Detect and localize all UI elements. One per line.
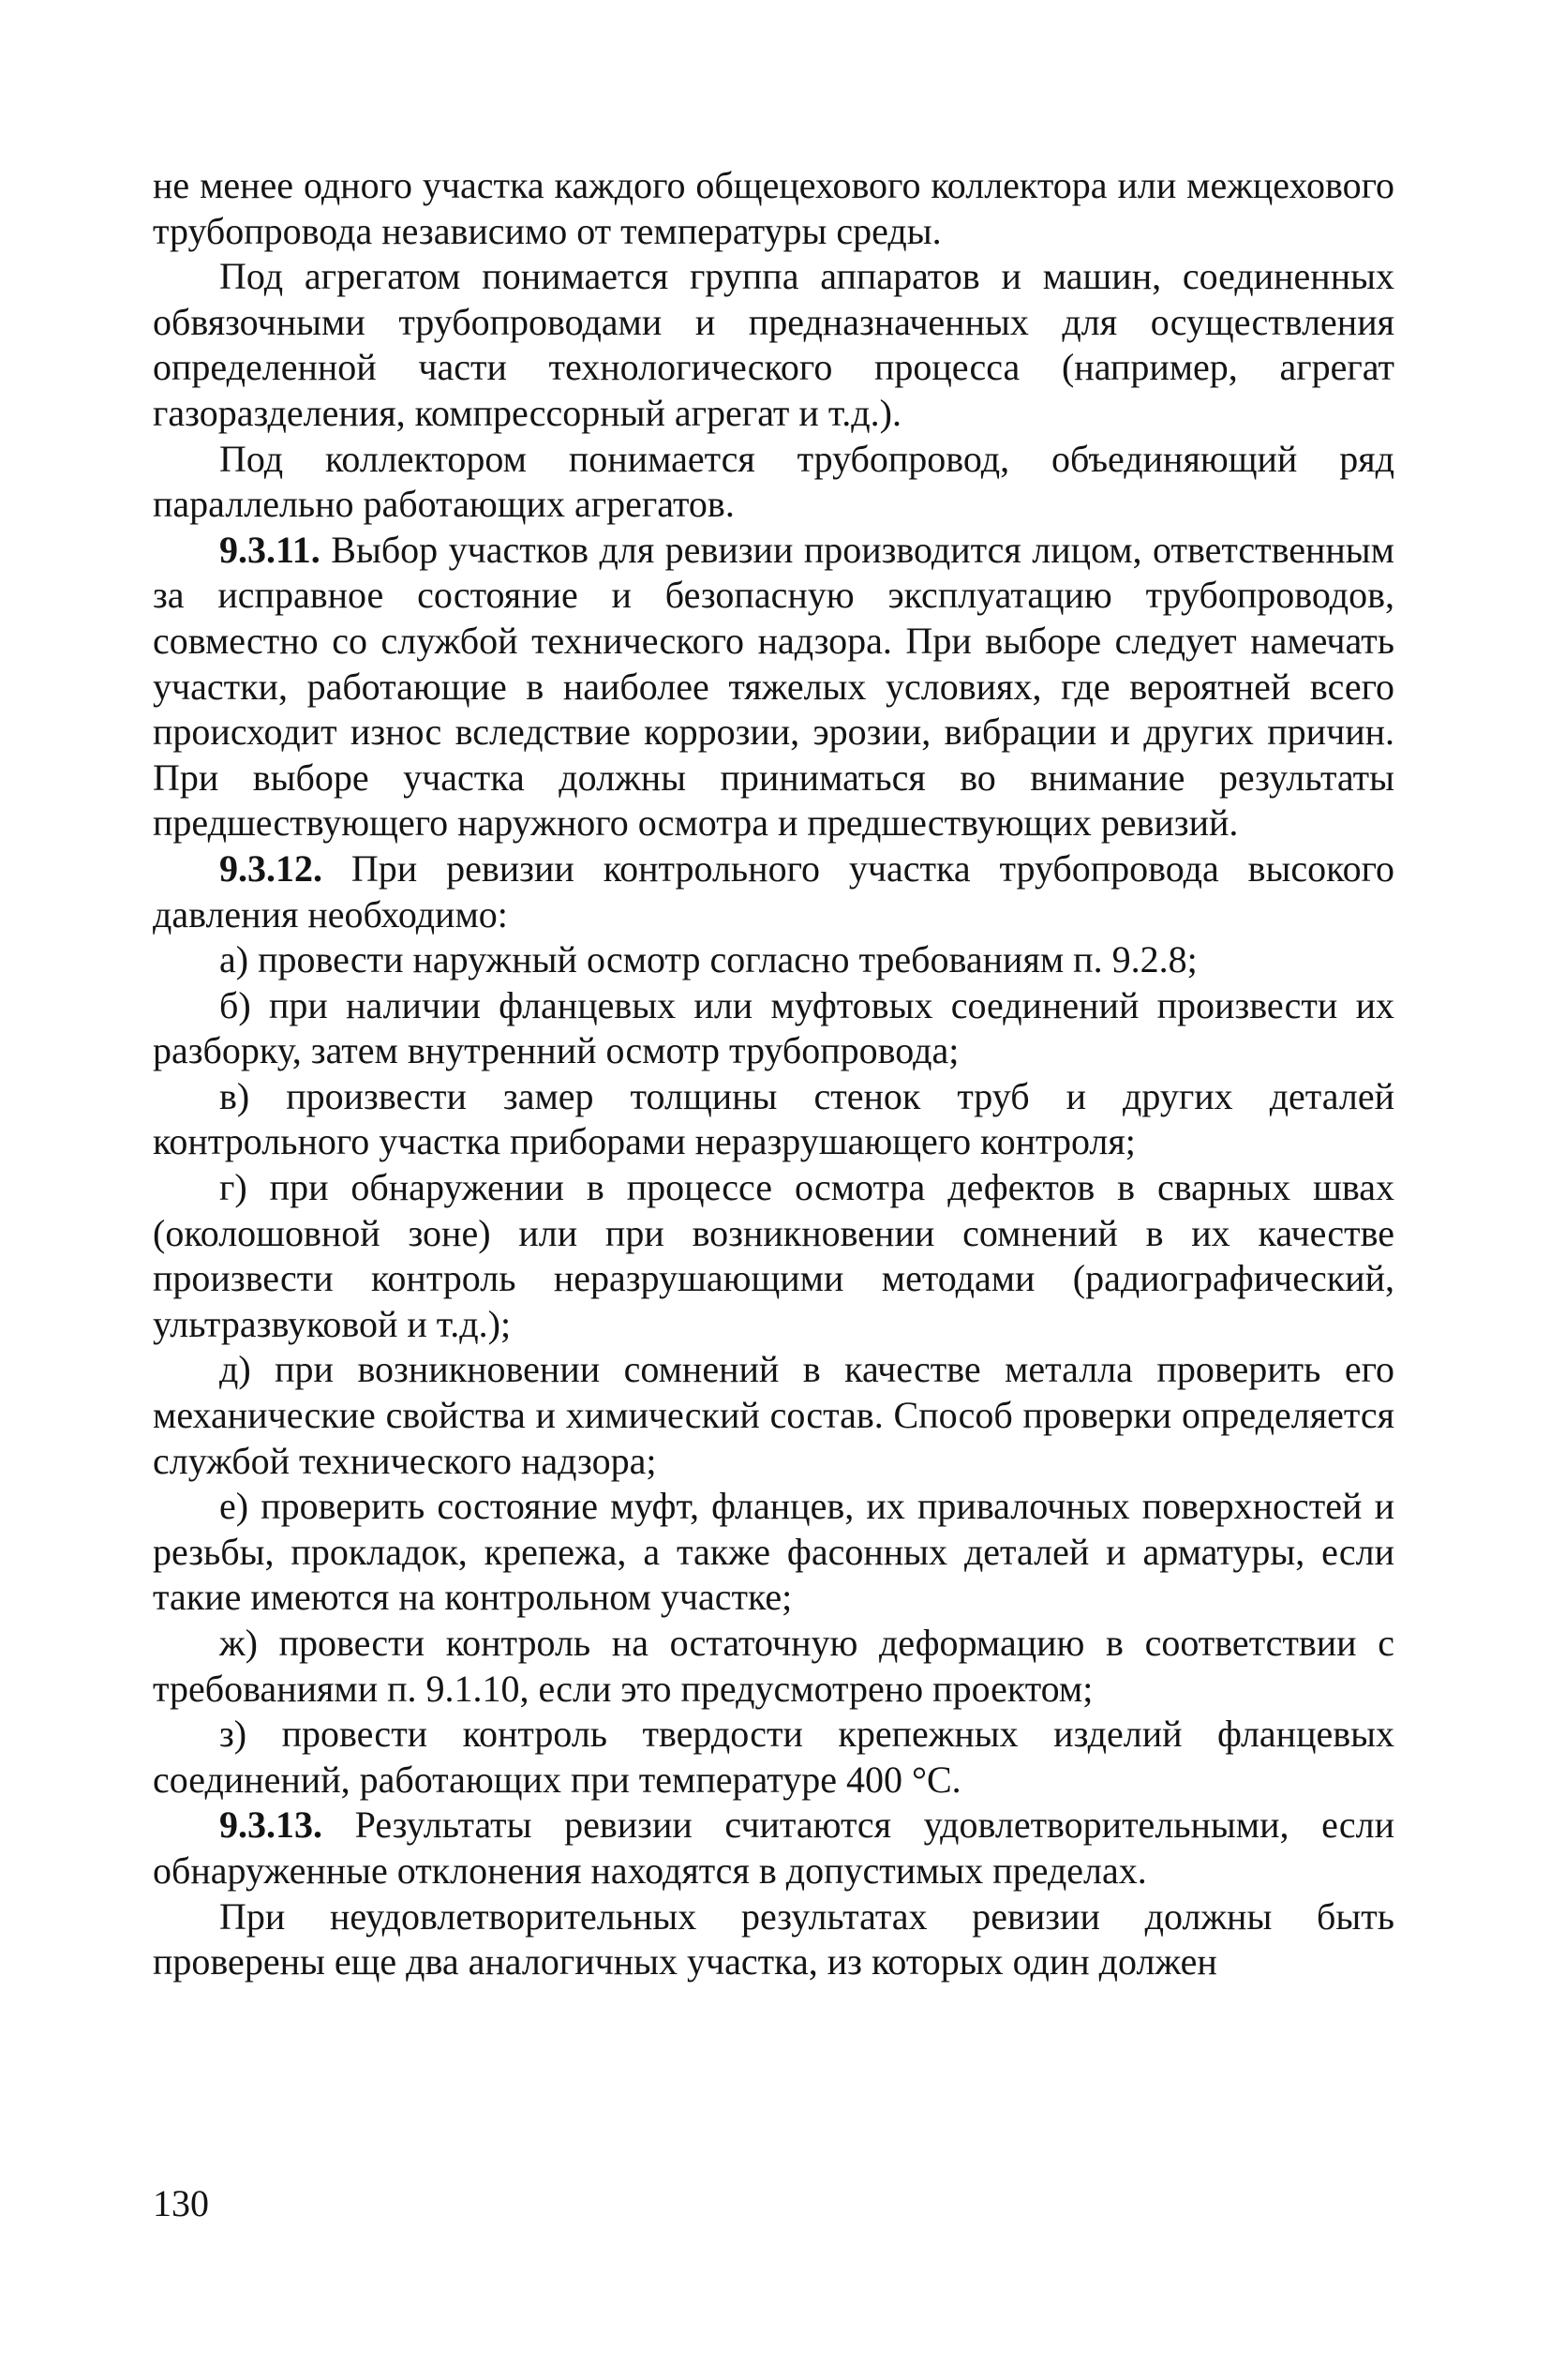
clause-number: 9.3.11. [219,528,320,571]
paragraph-text: Результаты ревизии считаются удовлетворительными, если обнаруженные отклонения находятся в допустимых пределах. [153,1804,1394,1892]
body-text [153,163,1394,1985]
paragraph-text: При ревизии контрольного участка трубопровода высокого давления необходимо: [153,846,1394,936]
paragraph-text: з) провести контроль твердости крепежных изделий фланцевых соединений, работающих при температуре 400 °С. [153,1713,1394,1801]
paragraph-text: Под агрегатом понимается группа аппаратов и машин, соединенных обвязочными трубопроводами и предназначенных для осуществления определенной части технологического процесса (например, агрегат газоразделения, компрессорный агрегат и т.д.). [153,255,1394,434]
text-paragraph [153,1484,1394,1621]
text-paragraph [153,1074,1394,1165]
paragraph-text: а) провести наружный осмотр согласно требованиям п. 9.2.8; [219,938,1198,981]
text-paragraph [153,1894,1394,1985]
text-paragraph [153,163,1394,254]
text-paragraph [153,437,1394,528]
paragraph-text: в) произвести замер толщины стенок труб и других деталей контрольного участка приборами неразрушающего контроля; [153,1074,1394,1163]
numbered-clause-paragraph [153,528,1394,846]
text-paragraph [153,937,1394,983]
paragraph-text: г) при обнаружении в процессе осмотра дефектов в сварных швах (околошовной зоне) или при возникновении сомнений в их качестве произвести контроль неразрушающими методами (радиографический, ультразвуковой и т.д.); [153,1166,1394,1345]
page-number: 130 [153,2182,209,2224]
text-paragraph [153,254,1394,436]
paragraph-text: ж) провести контроль на остаточную деформацию в соответствии с требованиями п. 9.1.10, если это предусмотрено проектом; [153,1622,1394,1710]
paragraph-text: не менее одного участка каждого общецехового коллектора или межцехового трубопровода независимо от температуры среды. [153,164,1394,252]
paragraph-text: е) проверить состояние муфт, фланцев, их привалочных поверхностей и резьбы, прокладок, крепежа, а также фасонных деталей и арматуры, если такие имеются на контрольном участке; [153,1485,1394,1619]
text-paragraph [153,1621,1394,1712]
paragraph-text: Выбор участков для ревизии производится лицом, ответственным за исправное состояние и безопасную эксплуатацию трубопроводов, совместно со службой технического надзора. При выборе следует намечать участки, работающие в наиболее тяжелых условиях, где вероятней всего происходит износ вследствие коррозии, эрозии, вибрации и других причин. При выборе участка должны приниматься во внимание результаты предшествующего наружного осмотра и предшествующих ревизий. [153,528,1394,845]
clause-number: 9.3.12. [219,846,322,890]
numbered-clause-paragraph [153,1803,1394,1894]
paragraph-text: Под коллектором понимается трубопровод, объединяющий ряд параллельно работающих агрегатов. [153,437,1394,526]
text-paragraph [153,1165,1394,1347]
text-paragraph [153,1347,1394,1484]
numbered-clause-paragraph [153,846,1394,937]
paragraph-text: б) при наличии фланцевых или муфтовых соединений произвести их разборку, затем внутренний осмотр трубопровода; [153,983,1394,1072]
text-paragraph [153,983,1394,1074]
paragraph-text: При неудовлетворительных результатах ревизии должны быть проверены еще два аналогичных участка, из которых один должен [153,1894,1394,1983]
paragraph-text: д) при возникновении сомнений в качестве металла проверить его механические свойства и химический состав. Способ проверки определяется службой технического надзора; [153,1348,1394,1482]
text-paragraph [153,1712,1394,1803]
clause-number: 9.3.13. [219,1804,322,1847]
